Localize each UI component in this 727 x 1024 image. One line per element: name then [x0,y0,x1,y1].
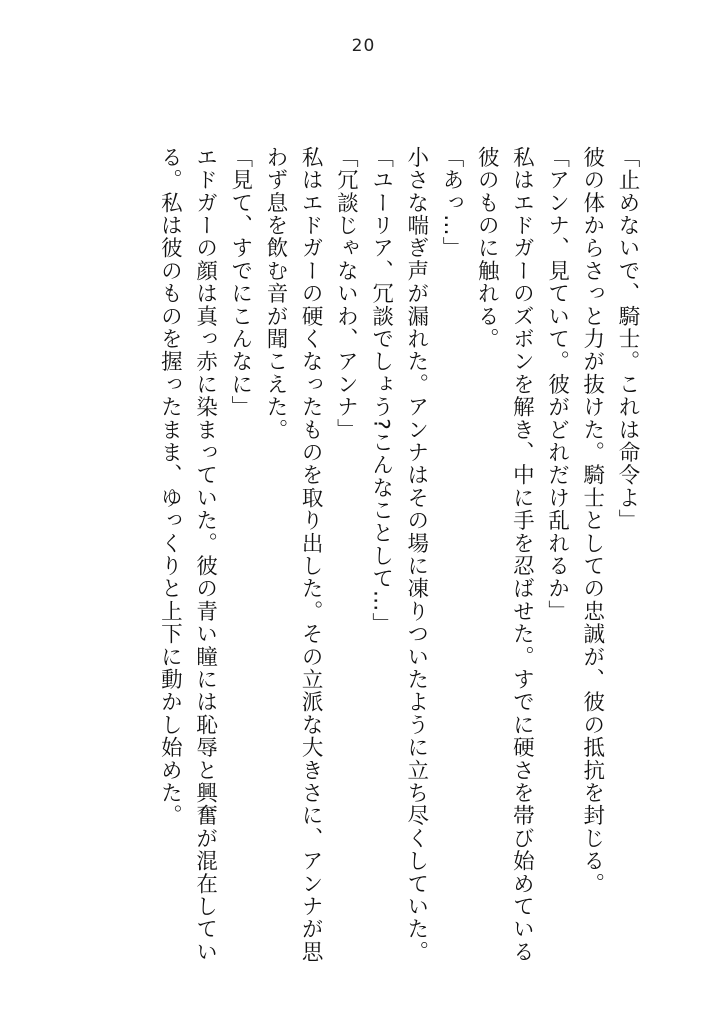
paragraph: 「冗談じゃないわ、アンナ」 [333,146,359,442]
vertical-text-body [85,146,645,976]
paragraph: 私はエドガーのズボンを解き、中に手を忍ばせた。すでに硬さを帯び始めている彼のものに触れる。 [474,146,535,964]
paragraph: 彼の体からさっと力が抜けた。騎士としての忠誠が、彼の抵抗を封じる。 [579,146,605,896]
paragraph: 「アンナ、見ていて。彼がどれだけ乱れるか」 [544,146,570,623]
page-number: 20 [351,36,376,56]
paragraph: 「あっ…」 [438,146,464,260]
paragraph: 「ユーリア、冗談でしょう?こんなことして…」 [368,146,394,636]
paragraph: エドガーの顔は真っ赤に染まっていた。彼の青い瞳には恥辱と興奮が混在している。私は彼のものを握ったまま、ゆっくりと上下に動かし始めた。 [157,146,218,964]
paragraph: 「止めないで、騎士。これは命令よ」 [615,146,640,532]
paragraph: 「見て、すでにこんなに」 [227,146,253,419]
paragraph: 小さな喘ぎ声が漏れた。アンナはその場に凍りついたように立ち尽くしていた。 [403,146,429,964]
paragraph: 私はエドガーの硬くなったものを取り出した。その立派な大きさに、アンナが思わず息を飲む音が聞こえた。 [262,146,324,964]
